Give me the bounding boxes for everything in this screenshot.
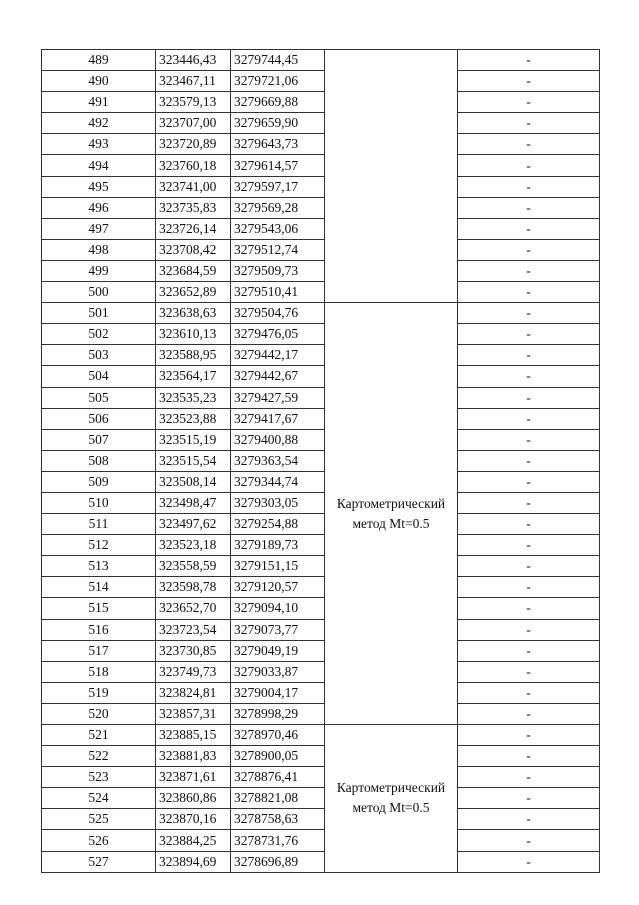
point-number-cell: 501 [42, 303, 156, 324]
y-coordinate-cell: 3279509,73 [231, 260, 325, 281]
y-coordinate-cell: 3279476,05 [231, 324, 325, 345]
note-cell: - [458, 324, 600, 345]
table-row [42, 113, 600, 134]
x-coordinate-cell: 323523,88 [156, 408, 231, 429]
method-cell [325, 725, 458, 873]
point-number-cell: 497 [42, 218, 156, 239]
y-coordinate-cell: 3279643,73 [231, 134, 325, 155]
y-coordinate-cell: 3279417,67 [231, 408, 325, 429]
table-row [42, 387, 600, 408]
method-line-1: Картометрический [336, 780, 446, 796]
y-coordinate-cell: 3279004,17 [231, 682, 325, 703]
x-coordinate-cell: 323885,15 [156, 725, 231, 746]
note-cell: - [458, 450, 600, 471]
table-row [42, 746, 600, 767]
table-row [42, 598, 600, 619]
y-coordinate-cell: 3279189,73 [231, 535, 325, 556]
table-row [42, 619, 600, 640]
note-cell: - [458, 492, 600, 513]
point-number-cell: 516 [42, 619, 156, 640]
point-number-cell: 524 [42, 788, 156, 809]
x-coordinate-cell: 323857,31 [156, 703, 231, 724]
y-coordinate-cell: 3279614,57 [231, 155, 325, 176]
y-coordinate-cell: 3279659,90 [231, 113, 325, 134]
y-coordinate-cell: 3279512,74 [231, 239, 325, 260]
table-row [42, 767, 600, 788]
table-row [42, 725, 600, 746]
note-cell: - [458, 471, 600, 492]
y-coordinate-cell: 3279303,05 [231, 492, 325, 513]
method-line-2: метод Mt=0.5 [352, 515, 430, 531]
note-cell: - [458, 260, 600, 281]
table-row [42, 50, 600, 71]
point-number-cell: 502 [42, 324, 156, 345]
x-coordinate-cell: 323508,14 [156, 471, 231, 492]
note-cell: - [458, 830, 600, 851]
point-number-cell: 498 [42, 239, 156, 260]
y-coordinate-cell: 3279442,17 [231, 345, 325, 366]
method-cell [325, 303, 458, 725]
note-cell: - [458, 619, 600, 640]
x-coordinate-cell: 323723,54 [156, 619, 231, 640]
method-cell [325, 50, 458, 303]
coordinates-table-body [42, 50, 600, 873]
point-number-cell: 503 [42, 345, 156, 366]
point-number-cell: 511 [42, 514, 156, 535]
point-number-cell: 514 [42, 577, 156, 598]
x-coordinate-cell: 323467,11 [156, 71, 231, 92]
table-row [42, 260, 600, 281]
x-coordinate-cell: 323881,83 [156, 746, 231, 767]
table-row [42, 155, 600, 176]
point-number-cell: 521 [42, 725, 156, 746]
table-row [42, 514, 600, 535]
point-number-cell: 491 [42, 92, 156, 113]
point-number-cell: 508 [42, 450, 156, 471]
table-row [42, 239, 600, 260]
y-coordinate-cell: 3279344,74 [231, 471, 325, 492]
note-cell: - [458, 366, 600, 387]
point-number-cell: 499 [42, 260, 156, 281]
y-coordinate-cell: 3279669,88 [231, 92, 325, 113]
point-number-cell: 509 [42, 471, 156, 492]
x-coordinate-cell: 323498,47 [156, 492, 231, 513]
note-cell: - [458, 725, 600, 746]
note-cell: - [458, 113, 600, 134]
point-number-cell: 494 [42, 155, 156, 176]
y-coordinate-cell: 3279049,19 [231, 640, 325, 661]
x-coordinate-cell: 323638,63 [156, 303, 231, 324]
y-coordinate-cell: 3279254,88 [231, 514, 325, 535]
point-number-cell: 527 [42, 851, 156, 872]
x-coordinate-cell: 323684,59 [156, 260, 231, 281]
note-cell: - [458, 809, 600, 830]
table-row [42, 134, 600, 155]
x-coordinate-cell: 323708,42 [156, 239, 231, 260]
table-row [42, 809, 600, 830]
x-coordinate-cell: 323894,69 [156, 851, 231, 872]
note-cell: - [458, 429, 600, 450]
point-number-cell: 522 [42, 746, 156, 767]
table-row [42, 661, 600, 682]
table-row [42, 92, 600, 113]
note-cell: - [458, 303, 600, 324]
x-coordinate-cell: 323558,59 [156, 556, 231, 577]
x-coordinate-cell: 323726,14 [156, 218, 231, 239]
y-coordinate-cell: 3279073,77 [231, 619, 325, 640]
y-coordinate-cell: 3279151,15 [231, 556, 325, 577]
point-number-cell: 523 [42, 767, 156, 788]
x-coordinate-cell: 323741,00 [156, 176, 231, 197]
table-row [42, 703, 600, 724]
y-coordinate-cell: 3279442,67 [231, 366, 325, 387]
table-row [42, 535, 600, 556]
note-cell: - [458, 788, 600, 809]
point-number-cell: 493 [42, 134, 156, 155]
table-row [42, 71, 600, 92]
y-coordinate-cell: 3279120,57 [231, 577, 325, 598]
x-coordinate-cell: 323564,17 [156, 366, 231, 387]
point-number-cell: 506 [42, 408, 156, 429]
method-line-1: Картометрический [336, 495, 446, 511]
table-row [42, 830, 600, 851]
table-row [42, 682, 600, 703]
y-coordinate-cell: 3279510,41 [231, 282, 325, 303]
y-coordinate-cell: 3278970,46 [231, 725, 325, 746]
point-number-cell: 526 [42, 830, 156, 851]
x-coordinate-cell: 323497,62 [156, 514, 231, 535]
table-row [42, 429, 600, 450]
note-cell: - [458, 640, 600, 661]
table-row [42, 324, 600, 345]
note-cell: - [458, 746, 600, 767]
point-number-cell: 495 [42, 176, 156, 197]
x-coordinate-cell: 323749,73 [156, 661, 231, 682]
note-cell: - [458, 50, 600, 71]
method-line-2: метод Mt=0.5 [352, 800, 430, 816]
point-number-cell: 517 [42, 640, 156, 661]
note-cell: - [458, 767, 600, 788]
table-row [42, 492, 600, 513]
point-number-cell: 518 [42, 661, 156, 682]
note-cell: - [458, 176, 600, 197]
table-row [42, 577, 600, 598]
table-row [42, 851, 600, 872]
note-cell: - [458, 556, 600, 577]
point-number-cell: 507 [42, 429, 156, 450]
note-cell: - [458, 134, 600, 155]
point-number-cell: 496 [42, 197, 156, 218]
x-coordinate-cell: 323598,78 [156, 577, 231, 598]
x-coordinate-cell: 323535,23 [156, 387, 231, 408]
x-coordinate-cell: 323707,00 [156, 113, 231, 134]
table-row [42, 176, 600, 197]
y-coordinate-cell: 3279543,06 [231, 218, 325, 239]
x-coordinate-cell: 323515,19 [156, 429, 231, 450]
table-row [42, 282, 600, 303]
x-coordinate-cell: 323735,83 [156, 197, 231, 218]
x-coordinate-cell: 323720,89 [156, 134, 231, 155]
point-number-cell: 504 [42, 366, 156, 387]
point-number-cell: 520 [42, 703, 156, 724]
note-cell: - [458, 345, 600, 366]
note-cell: - [458, 239, 600, 260]
point-number-cell: 515 [42, 598, 156, 619]
table-row [42, 408, 600, 429]
y-coordinate-cell: 3279569,28 [231, 197, 325, 218]
y-coordinate-cell: 3279597,17 [231, 176, 325, 197]
x-coordinate-cell: 323871,61 [156, 767, 231, 788]
x-coordinate-cell: 323884,25 [156, 830, 231, 851]
point-number-cell: 513 [42, 556, 156, 577]
point-number-cell: 525 [42, 809, 156, 830]
table-row [42, 788, 600, 809]
x-coordinate-cell: 323824,81 [156, 682, 231, 703]
note-cell: - [458, 92, 600, 113]
note-cell: - [458, 197, 600, 218]
y-coordinate-cell: 3279721,06 [231, 71, 325, 92]
point-number-cell: 500 [42, 282, 156, 303]
table-row [42, 303, 600, 324]
note-cell: - [458, 71, 600, 92]
note-cell: - [458, 514, 600, 535]
x-coordinate-cell: 323760,18 [156, 155, 231, 176]
y-coordinate-cell: 3278900,05 [231, 746, 325, 767]
note-cell: - [458, 598, 600, 619]
y-coordinate-cell: 3279427,59 [231, 387, 325, 408]
x-coordinate-cell: 323610,13 [156, 324, 231, 345]
table-row [42, 450, 600, 471]
y-coordinate-cell: 3279744,45 [231, 50, 325, 71]
y-coordinate-cell: 3278998,29 [231, 703, 325, 724]
table-row [42, 640, 600, 661]
x-coordinate-cell: 323860,86 [156, 788, 231, 809]
x-coordinate-cell: 323730,85 [156, 640, 231, 661]
y-coordinate-cell: 3278731,76 [231, 830, 325, 851]
x-coordinate-cell: 323870,16 [156, 809, 231, 830]
y-coordinate-cell: 3279504,76 [231, 303, 325, 324]
y-coordinate-cell: 3278876,41 [231, 767, 325, 788]
table-row [42, 218, 600, 239]
x-coordinate-cell: 323652,89 [156, 282, 231, 303]
note-cell: - [458, 661, 600, 682]
table-row [42, 471, 600, 492]
x-coordinate-cell: 323523,18 [156, 535, 231, 556]
note-cell: - [458, 535, 600, 556]
note-cell: - [458, 282, 600, 303]
note-cell: - [458, 851, 600, 872]
y-coordinate-cell: 3279363,54 [231, 450, 325, 471]
y-coordinate-cell: 3279033,87 [231, 661, 325, 682]
y-coordinate-cell: 3278821,08 [231, 788, 325, 809]
y-coordinate-cell: 3279400,88 [231, 429, 325, 450]
note-cell: - [458, 703, 600, 724]
note-cell: - [458, 682, 600, 703]
y-coordinate-cell: 3279094,10 [231, 598, 325, 619]
point-number-cell: 510 [42, 492, 156, 513]
point-number-cell: 490 [42, 71, 156, 92]
table-row [42, 556, 600, 577]
table-row [42, 345, 600, 366]
x-coordinate-cell: 323446,43 [156, 50, 231, 71]
point-number-cell: 519 [42, 682, 156, 703]
note-cell: - [458, 387, 600, 408]
y-coordinate-cell: 3278758,63 [231, 809, 325, 830]
point-number-cell: 489 [42, 50, 156, 71]
point-number-cell: 512 [42, 535, 156, 556]
point-number-cell: 505 [42, 387, 156, 408]
y-coordinate-cell: 3278696,89 [231, 851, 325, 872]
table-row [42, 366, 600, 387]
table-row [42, 197, 600, 218]
note-cell: - [458, 218, 600, 239]
x-coordinate-cell: 323579,13 [156, 92, 231, 113]
coordinates-table [41, 49, 600, 873]
note-cell: - [458, 155, 600, 176]
note-cell: - [458, 408, 600, 429]
x-coordinate-cell: 323652,70 [156, 598, 231, 619]
note-cell: - [458, 577, 600, 598]
point-number-cell: 492 [42, 113, 156, 134]
x-coordinate-cell: 323588,95 [156, 345, 231, 366]
x-coordinate-cell: 323515,54 [156, 450, 231, 471]
